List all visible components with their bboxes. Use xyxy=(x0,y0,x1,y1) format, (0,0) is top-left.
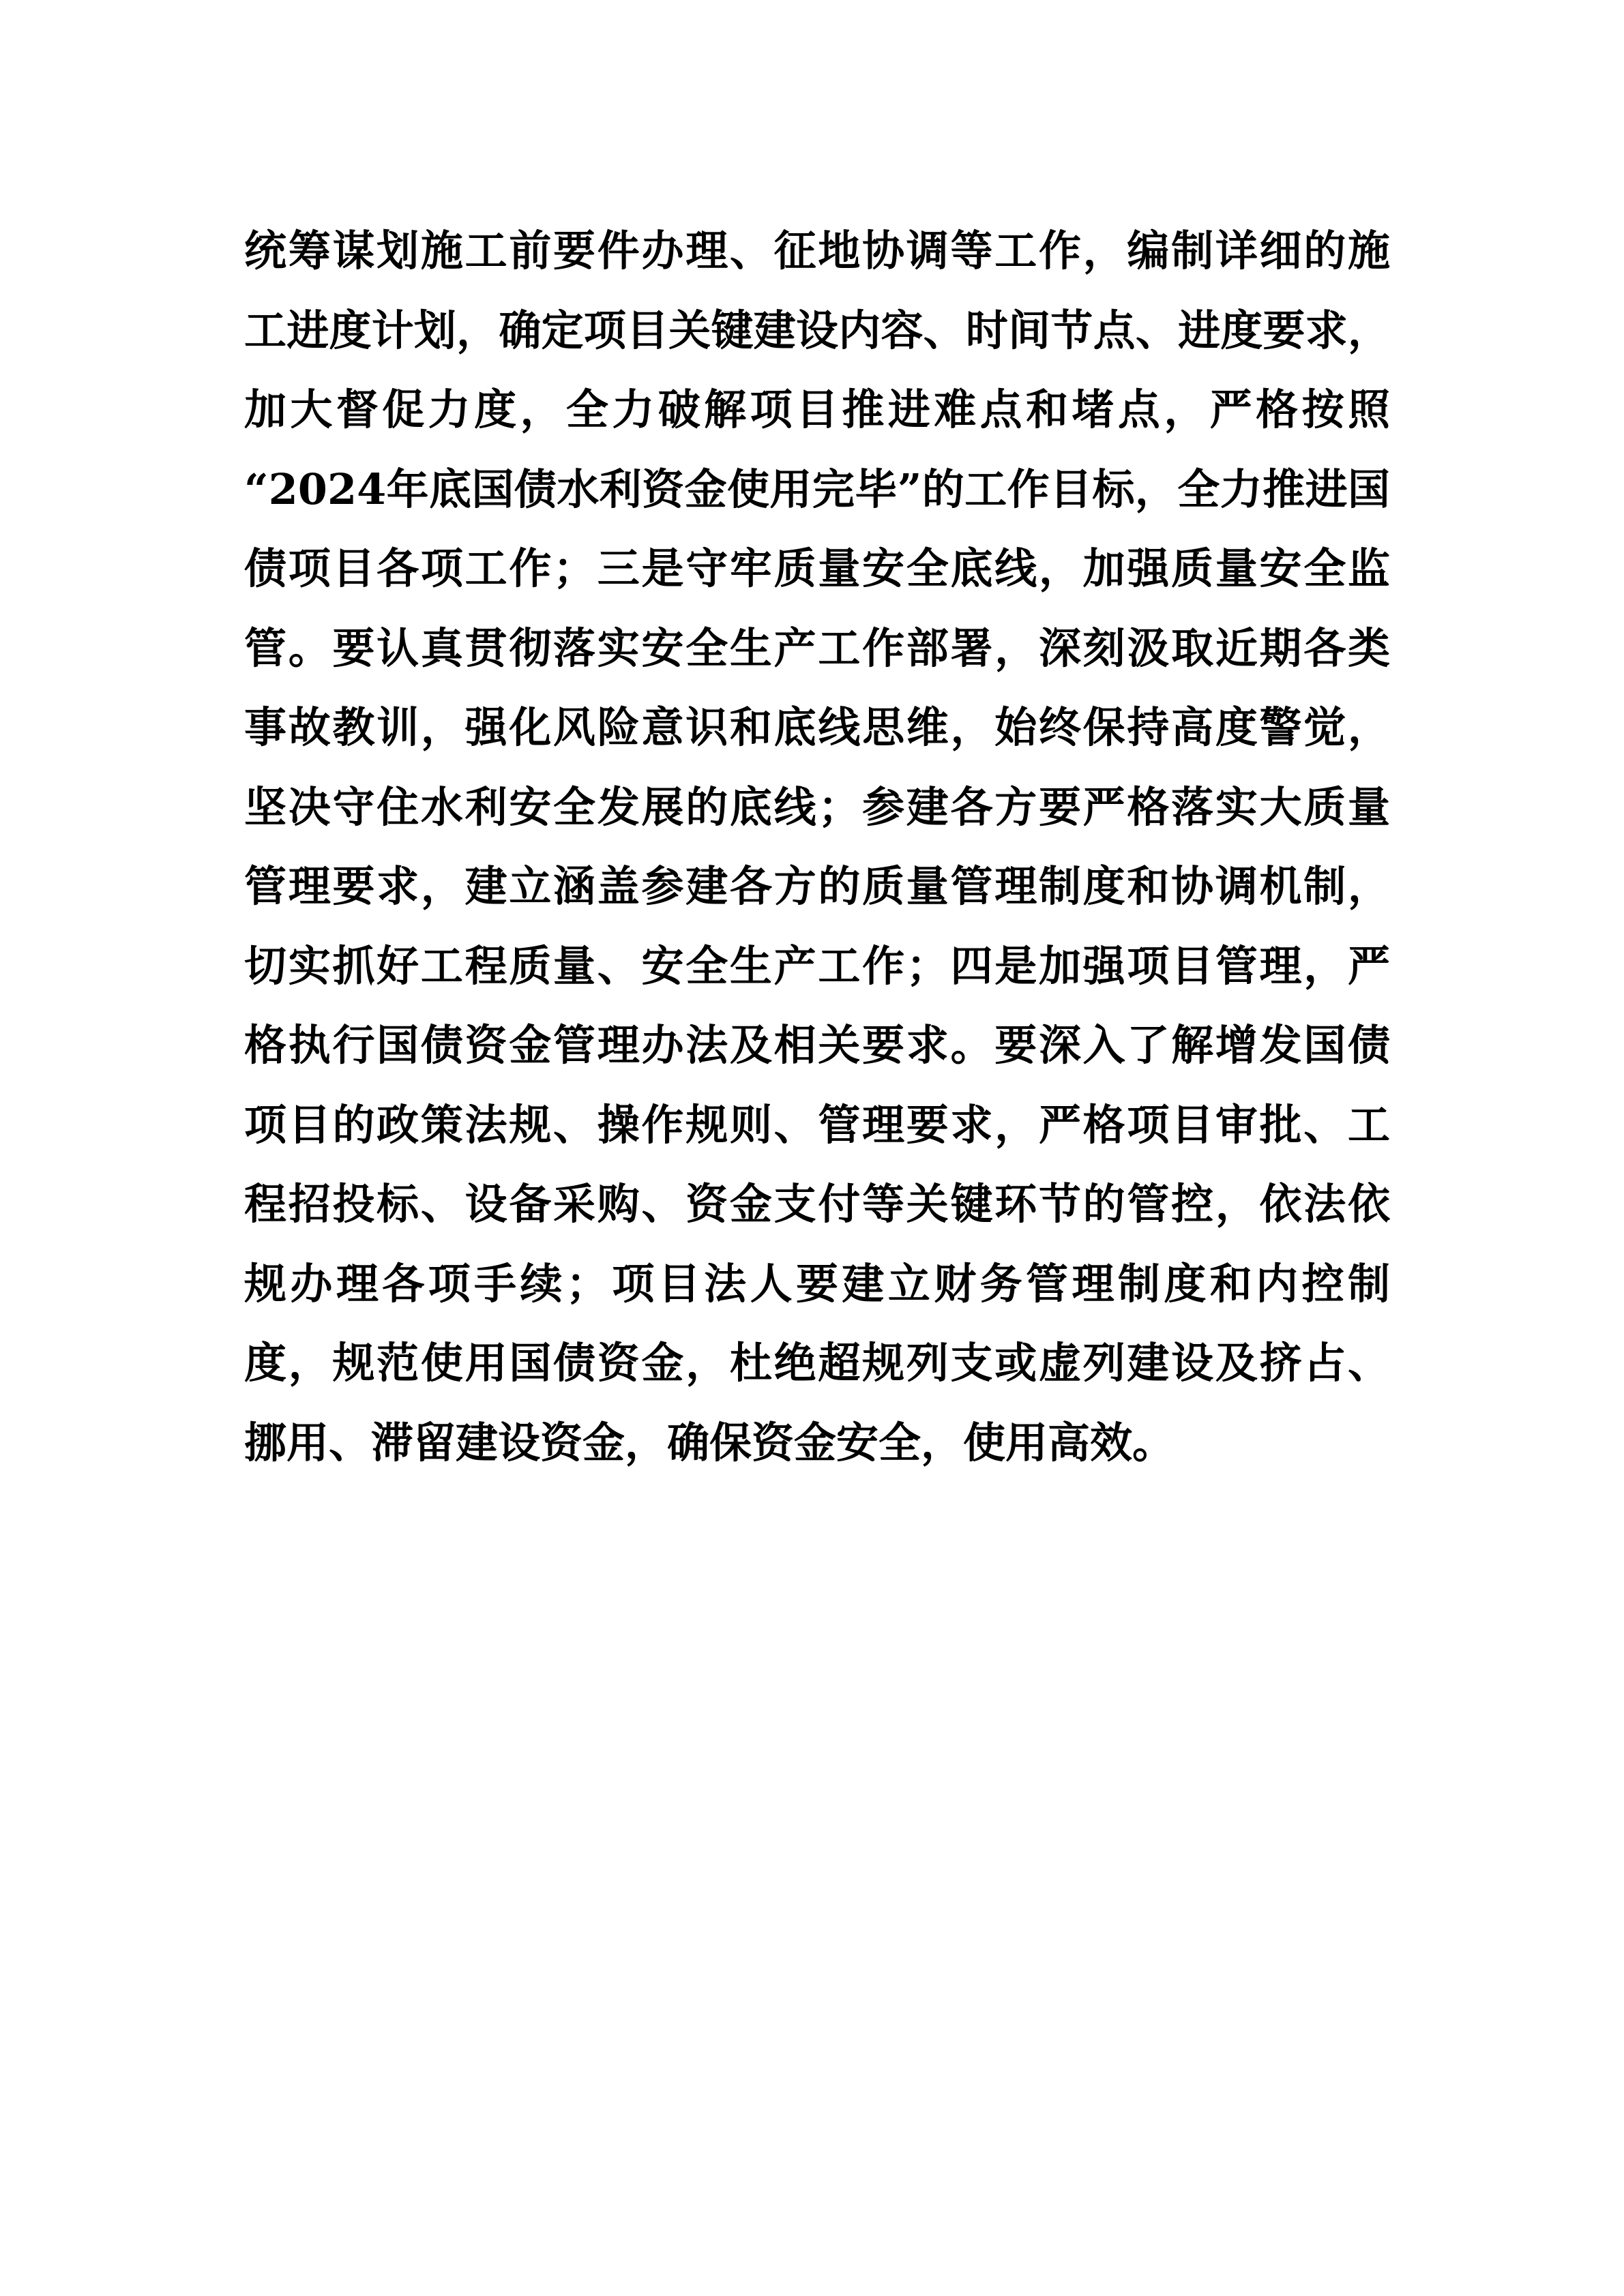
paragraph-line: 程招投标、设备采购、资金支付等关键环节的管控，依法依 xyxy=(244,1179,1390,1229)
paragraph-line: 管理要求，建立涵盖参建各方的质量管理制度和协调机制， xyxy=(244,861,1390,911)
paragraph-line: 加大督促力度，全力破解项目推进难点和堵点，严格按照 xyxy=(244,385,1390,434)
paragraph-line: 工进度计划，确定项目关键建设内容、时间节点、进度要求， xyxy=(244,305,1390,355)
paragraph-line: 规办理各项手续；项目法人要建立财务管理制度和内控制 xyxy=(244,1258,1390,1309)
paragraph-line: 管。要认真贯彻落实安全生产工作部署，深刻汲取近期各类 xyxy=(244,623,1390,673)
paragraph-line: 项目的政策法规、操作规则、管理要求，严格项目审批、工 xyxy=(244,1099,1390,1150)
paragraph-line: “2024年底国债水利资金使用完毕”的工作目标，全力推进国 xyxy=(244,464,1390,514)
paragraph-line: 格执行国债资金管理办法及相关要求。要深入了解增发国债 xyxy=(244,1020,1390,1070)
body-paragraph xyxy=(244,211,1390,1482)
paragraph-line: 事故教训，强化风险意识和底线思维，始终保持高度警觉， xyxy=(244,702,1390,752)
paragraph-line: 挪用、滞留建设资金，确保资金安全，使用高效。 xyxy=(244,1417,1175,1467)
paragraph-line: 债项目各项工作；三是守牢质量安全底线，加强质量安全监 xyxy=(244,543,1390,593)
paragraph-line: 度，规范使用国债资金，杜绝超规列支或虚列建设及挤占、 xyxy=(244,1338,1390,1388)
paragraph-line: 统筹谋划施工前要件办理、征地协调等工作，编制详细的施 xyxy=(244,226,1390,275)
paragraph-line: 切实抓好工程质量、安全生产工作；四是加强项目管理，严 xyxy=(244,940,1390,991)
paragraph-line: 坚决守住水利安全发展的底线；参建各方要严格落实大质量 xyxy=(244,781,1390,832)
